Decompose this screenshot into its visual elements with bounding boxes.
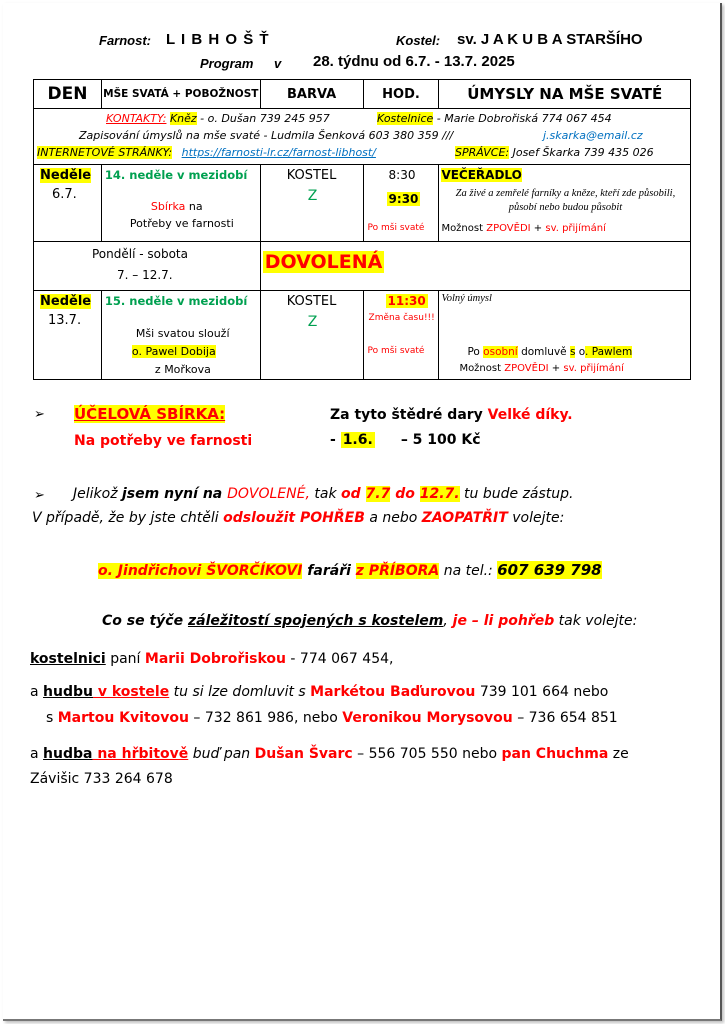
color-1: Z bbox=[307, 188, 318, 204]
kostelnice-line bbox=[377, 112, 612, 125]
farnost-name: L I B H O Š Ť bbox=[166, 31, 270, 48]
day-1: Neděle bbox=[40, 168, 92, 183]
web-label: INTERNETOVÉ STRÁNKY: bbox=[37, 146, 173, 159]
kostelnice-label: Kostelnice bbox=[377, 112, 434, 125]
arrangement-line: Po osobní domluvě s o. Pawlem bbox=[467, 346, 633, 358]
kostel-name: sv. J A K U B A STARŠÍHO bbox=[457, 31, 643, 48]
time-1a: 8:30 bbox=[388, 168, 416, 182]
vacation-line1: Jelikož jsem nyní na DOVOLENÉ, tak od 7.7 do 12.7. tu bude zástup. bbox=[73, 486, 574, 502]
arrow-bullet-icon: ➢ bbox=[34, 488, 45, 503]
intention-text-1: Za živé a zemřelé farníky a kněze, kteří zde působili, působí nebo budou působit bbox=[455, 188, 676, 213]
celebrant-2: o. Pawel Dobija bbox=[131, 345, 216, 358]
table-header-row bbox=[34, 80, 691, 109]
place-1: KOSTEL bbox=[286, 168, 337, 183]
spravce-value: Josef Škarka 739 435 026 bbox=[509, 146, 654, 159]
arrow-bullet-icon: ➢ bbox=[34, 407, 45, 422]
vacation-line2: V případě, že by jste chtěli odsloužit POHŘEB a nebo ZAOPATŘIT volejte: bbox=[32, 510, 565, 526]
program-table bbox=[33, 79, 691, 380]
collection-note-2: Potřeby ve farnosti bbox=[129, 217, 234, 230]
contacts-line2: Zapisování úmyslů na mše svaté - Ludmila Šenková 603 380 359 /// bbox=[79, 129, 454, 142]
collection-title: ÚČELOVÁ SBÍRKA: bbox=[74, 405, 226, 423]
weekdays-dates: 7. – 12.7. bbox=[117, 268, 173, 282]
row-weekdays bbox=[34, 242, 691, 291]
time-1b: 9:30 bbox=[388, 192, 419, 206]
collection-note: Sbírka na bbox=[150, 200, 203, 213]
sacristan-line: kostelnici paní Marii Dobrořiskou - 774 067 454, bbox=[30, 651, 394, 667]
holiday-label: DOVOLENÁ bbox=[264, 251, 383, 273]
intention-2: Volný úmysl bbox=[441, 293, 492, 304]
color-2: Z bbox=[307, 314, 318, 330]
place-2: KOSTEL bbox=[286, 294, 337, 309]
kostelnice-value: - Marie Dobrořiská 774 067 454 bbox=[433, 112, 612, 125]
collection-purpose: Na potřeby ve farnosti bbox=[74, 433, 253, 449]
header-umysly: ÚMYSLY NA MŠE SVATÉ bbox=[439, 80, 691, 109]
email-link[interactable]: j.skarka@email.cz bbox=[543, 129, 643, 142]
spravce-line bbox=[455, 146, 654, 159]
weekdays-label: Pondělí - sobota bbox=[92, 247, 188, 261]
feast-2: 15. neděle v mezidobí bbox=[104, 294, 248, 308]
confession-line-2: Možnost ZPOVĚDI + sv. přijímání bbox=[459, 363, 624, 374]
program-label: Program bbox=[200, 56, 254, 71]
substitute-line: o. Jindřichovi ŠVORČÍKOVI faráři z PŘÍBORA na tel.: 607 639 798 bbox=[98, 561, 602, 579]
confession-line-1: Možnost ZPOVĚDI + sv. přijímání bbox=[441, 223, 606, 234]
after-mass-1: Po mši svaté bbox=[367, 223, 425, 233]
contacts-line3 bbox=[37, 146, 376, 159]
header-den: DEN bbox=[34, 80, 102, 109]
contacts-row bbox=[34, 109, 691, 165]
knez-label: Kněz bbox=[169, 112, 197, 125]
kontakty-label: KONTAKTY: bbox=[106, 112, 167, 125]
header-mse: MŠE SVATÁ + POBOŽNOST bbox=[101, 80, 260, 109]
header-barva: BARVA bbox=[260, 80, 363, 109]
row-sunday-2 bbox=[34, 291, 691, 380]
celebrant-1: Mši svatou slouží bbox=[135, 327, 230, 340]
day-2: Neděle bbox=[40, 294, 92, 309]
contacts-line1 bbox=[106, 112, 330, 125]
music-church-line1: a hudbu v kostele tu si lze domluvit s Markétou Baďurovou 739 101 664 nebo bbox=[30, 684, 609, 700]
week-range: 28. týdnu od 6.7. - 13.7. 2025 bbox=[313, 53, 515, 70]
spravce-label: SPRÁVCE: bbox=[455, 146, 510, 159]
knez-value: - o. Dušan 739 245 957 bbox=[196, 112, 330, 125]
music-cemetery-line2: Závišic 733 264 678 bbox=[30, 771, 173, 787]
row-sunday-1 bbox=[34, 165, 691, 242]
music-church-line2: s Martou Kvitovou – 732 861 986, nebo Veronikou Morysovou – 736 654 851 bbox=[46, 710, 618, 726]
date-2: 13.7. bbox=[48, 313, 82, 328]
collection-amount-line: - 1.6. – 5 100 Kč bbox=[330, 432, 481, 448]
feast-1: 14. neděle v mezidobí bbox=[104, 168, 248, 182]
date-1: 6.7. bbox=[52, 187, 77, 202]
collection-thanks: Za tyto štědré dary Velké díky. bbox=[330, 407, 573, 423]
time-2: 11:30 bbox=[387, 294, 426, 308]
web-link[interactable]: https://farnosti-lr.cz/farnost-libhost/ bbox=[181, 146, 376, 159]
kostel-label: Kostel: bbox=[396, 33, 441, 48]
header-hod: HOD. bbox=[363, 80, 439, 109]
church-intro: Co se týče záležitostí spojených s kostelem, je – li pohřeb tak volejte: bbox=[102, 613, 638, 629]
program-v: v bbox=[274, 56, 282, 71]
time-change: Změna času!!! bbox=[368, 313, 435, 323]
intention-title-1: VEČEŘADLO bbox=[441, 168, 522, 182]
celebrant-3: z Mořkova bbox=[154, 363, 211, 376]
music-cemetery-line1: a hudba na hřbitově buď pan Dušan Švarc – 556 705 550 nebo pan Chuchma ze bbox=[30, 746, 629, 762]
farnost-label: Farnost: bbox=[99, 33, 151, 48]
after-mass-2: Po mši svaté bbox=[367, 346, 425, 356]
